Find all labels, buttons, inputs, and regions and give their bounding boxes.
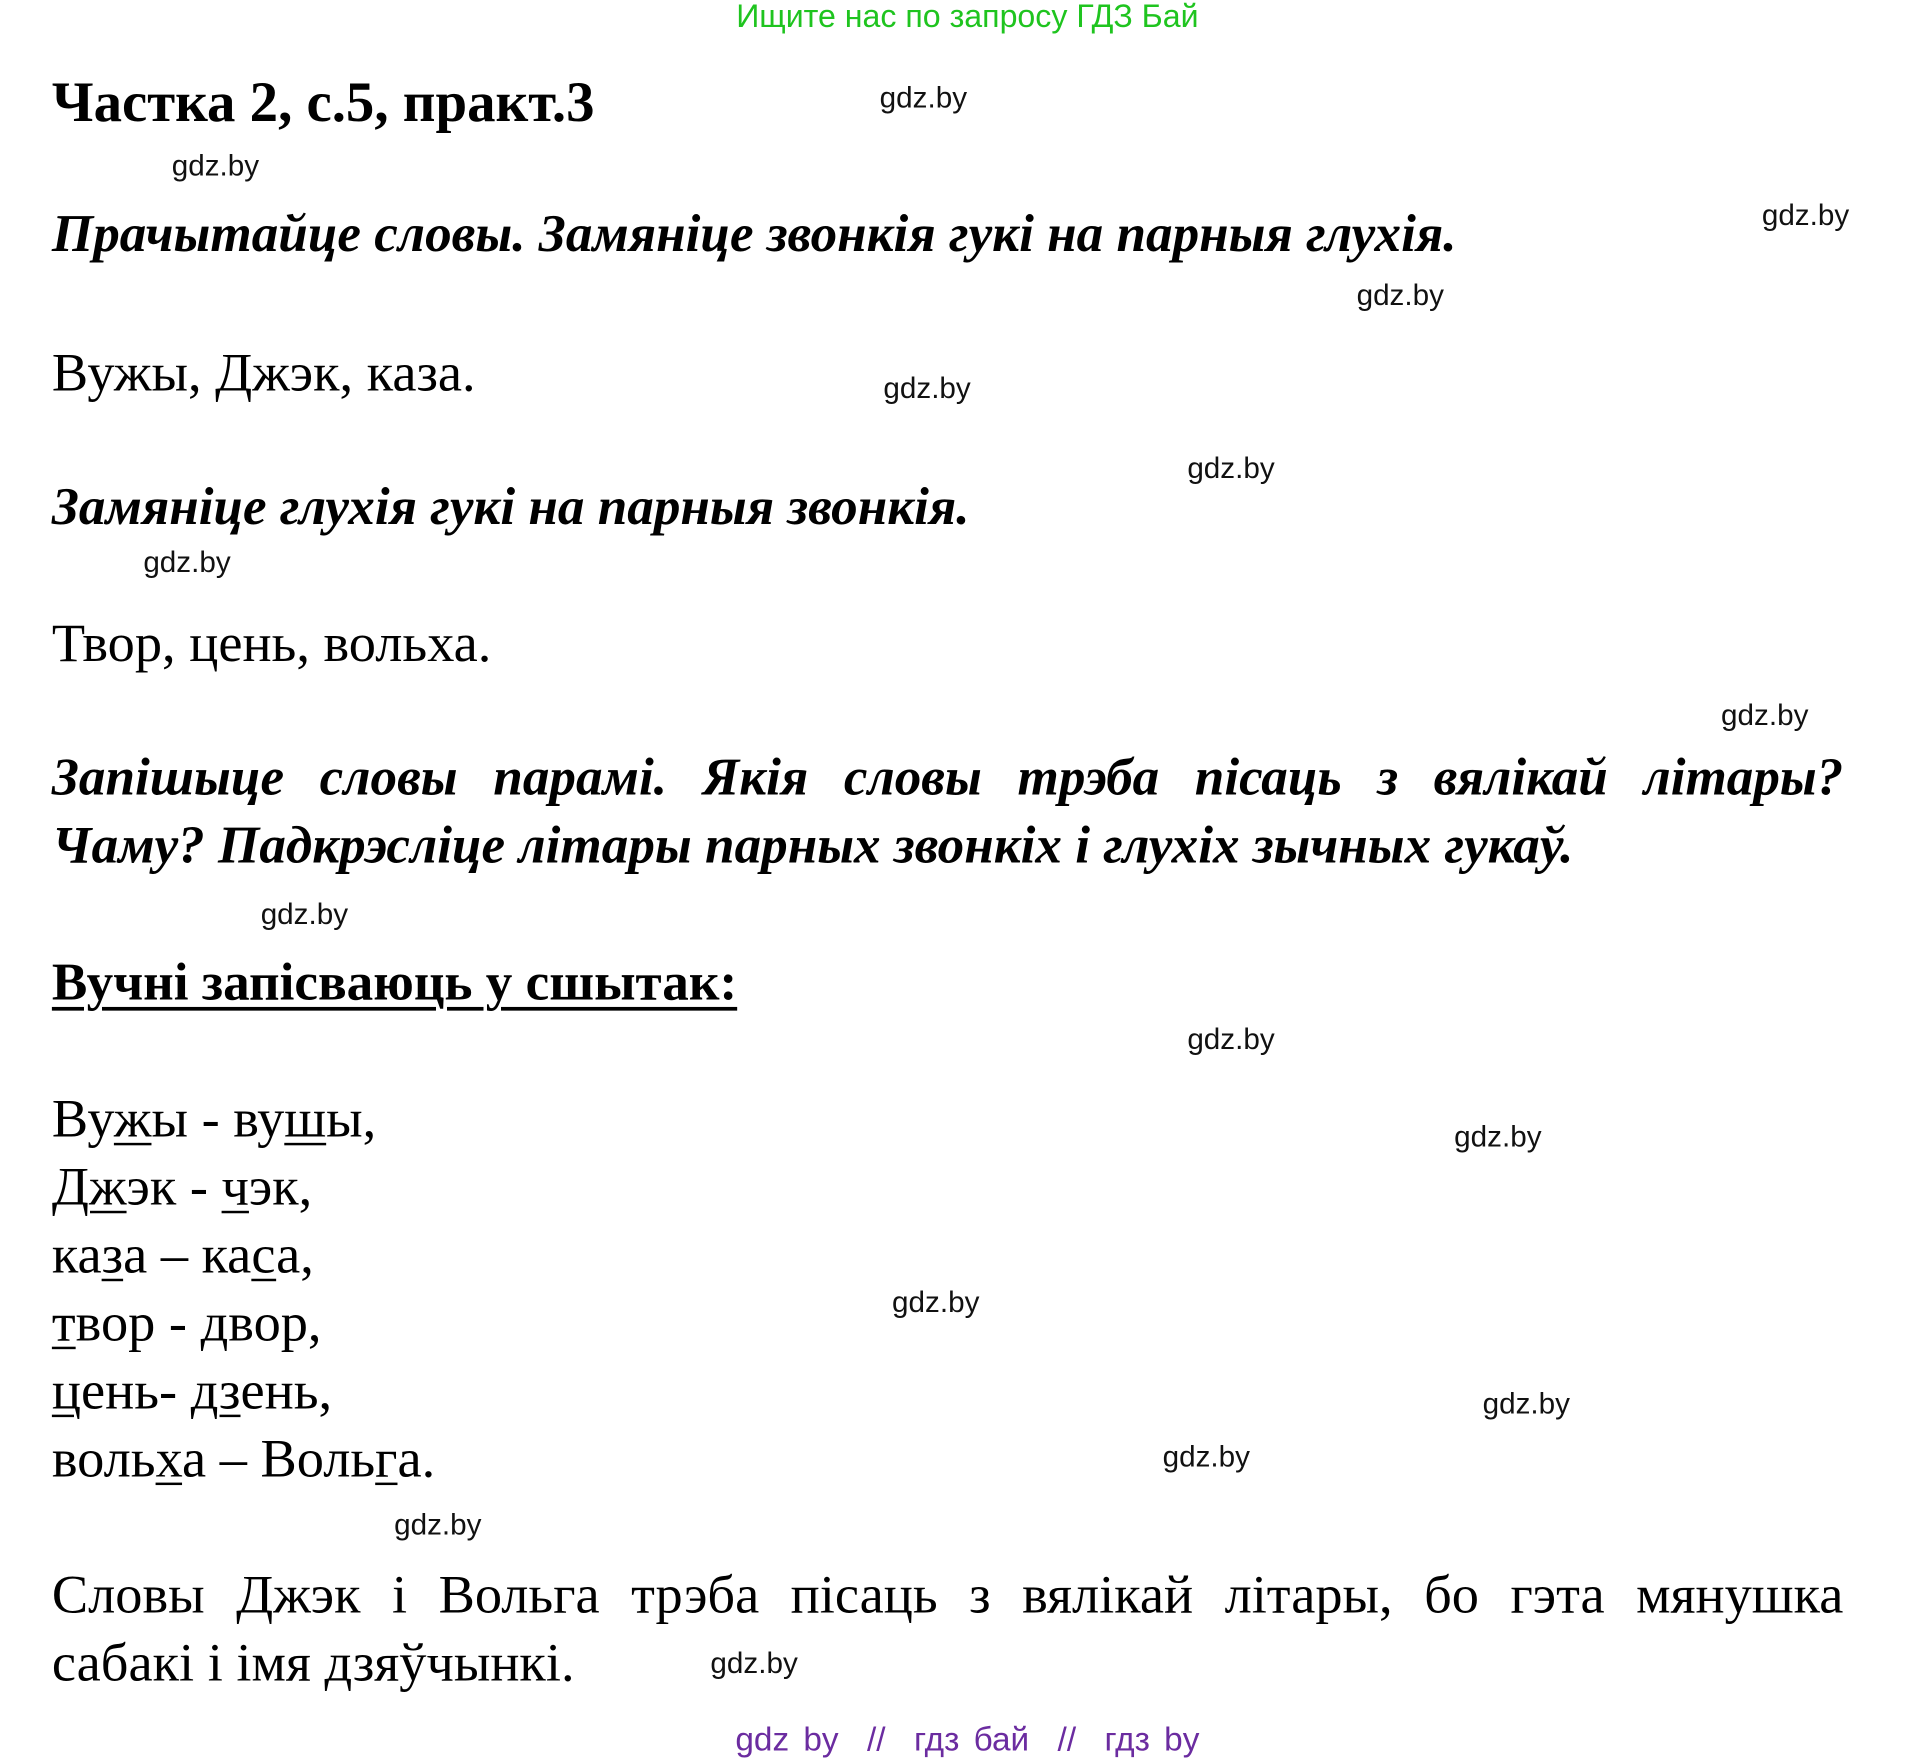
underlined-letter: ц: [51, 1360, 81, 1421]
word-fragment: вор -: [75, 1292, 201, 1353]
word-fragment: ень-: [80, 1360, 191, 1421]
word-fragment: Ву: [51, 1088, 114, 1150]
page-title: Частка 2, с.5, практ.3: [51, 70, 595, 134]
word-pair-line: [51, 1292, 322, 1353]
word-pair-line: [51, 1088, 377, 1150]
watermark: gdz.by: [143, 546, 231, 580]
watermark: gdz.by: [1721, 699, 1809, 733]
word-fragment: а,: [276, 1224, 314, 1285]
watermark: gdz.by: [892, 1286, 980, 1320]
notebook-heading: Вучні запісваюць у сшытак:: [51, 953, 738, 1012]
underlined-letter: г: [375, 1428, 398, 1489]
word-fragment: а – ка: [123, 1224, 252, 1285]
underlined-letter: ч: [221, 1156, 249, 1217]
underlined-letter: х: [155, 1428, 183, 1489]
word-pair-line: [51, 1156, 313, 1217]
instruction-2: Замяніце глухія гукі на парныя звонкія.: [51, 478, 970, 537]
instruction-3-line-2: Чаму? Падкрэсліце літары парных звонкіх і глухіх зычных гукаў.: [51, 816, 1574, 875]
word-fragment: воль: [51, 1428, 156, 1489]
watermark: gdz.by: [1187, 1022, 1275, 1057]
word-fragment: ка: [51, 1224, 102, 1285]
word-fragment: эк -: [126, 1156, 222, 1217]
conclusion-line-1: Словы Джэк і Вольга трэба пісаць з вялікай літары, бо гэта мянушка: [51, 1564, 1844, 1625]
word-fragment: а – Воль: [182, 1428, 376, 1489]
underlined-letter: дз: [190, 1360, 241, 1421]
word-fragment: эк,: [248, 1156, 313, 1217]
watermark: gdz.by: [1162, 1440, 1250, 1474]
words-2: Твор, цень, вольха.: [51, 612, 492, 674]
search-hint-banner: Ищите нас по запросу ГДЗ Бай: [736, 0, 1199, 35]
word-fragment: вор,: [228, 1292, 322, 1353]
watermark: gdz.by: [1187, 452, 1275, 486]
watermark: gdz.by: [1482, 1387, 1570, 1421]
conclusion-line-2: сабакі і імя дзяўчынкі.: [51, 1632, 575, 1693]
word-pair-line: [51, 1428, 436, 1489]
word-fragment: ы,: [326, 1088, 377, 1150]
watermark: gdz.by: [1454, 1120, 1542, 1154]
underlined-letter: з: [101, 1224, 124, 1285]
instruction-1: Прачытайце словы. Замяніце звонкія гукі на парныя глухія.: [51, 205, 1457, 264]
underlined-letter: Дж: [51, 1156, 127, 1217]
watermark: gdz.by: [710, 1646, 798, 1681]
word-pair-line: [51, 1360, 333, 1421]
word-fragment: ень,: [240, 1360, 333, 1421]
watermark: gdz.by: [1356, 279, 1444, 313]
underlined-letter: с: [251, 1224, 277, 1285]
word-pair-line: [51, 1224, 314, 1285]
underlined-letter: т: [51, 1292, 76, 1353]
instruction-3-line-1: Запішыце словы парамі. Якія словы трэба пісаць з вялікай літары?: [51, 748, 1844, 807]
footer-links: gdz by // гдз бай // гдз by: [735, 1721, 1200, 1758]
watermark: gdz.by: [1761, 198, 1850, 233]
watermark: gdz.by: [260, 898, 349, 932]
underlined-letter: ж: [113, 1088, 152, 1150]
words-1: Вужы, Джэк, каза.: [51, 342, 476, 403]
watermark: gdz.by: [879, 81, 968, 115]
underlined-letter: д: [200, 1292, 229, 1353]
underlined-letter: ш: [284, 1088, 327, 1150]
word-fragment: ы - ву: [151, 1088, 285, 1150]
watermark: gdz.by: [171, 149, 260, 183]
word-fragment: а.: [397, 1428, 436, 1489]
watermark: gdz.by: [394, 1508, 482, 1542]
watermark: gdz.by: [883, 371, 971, 406]
